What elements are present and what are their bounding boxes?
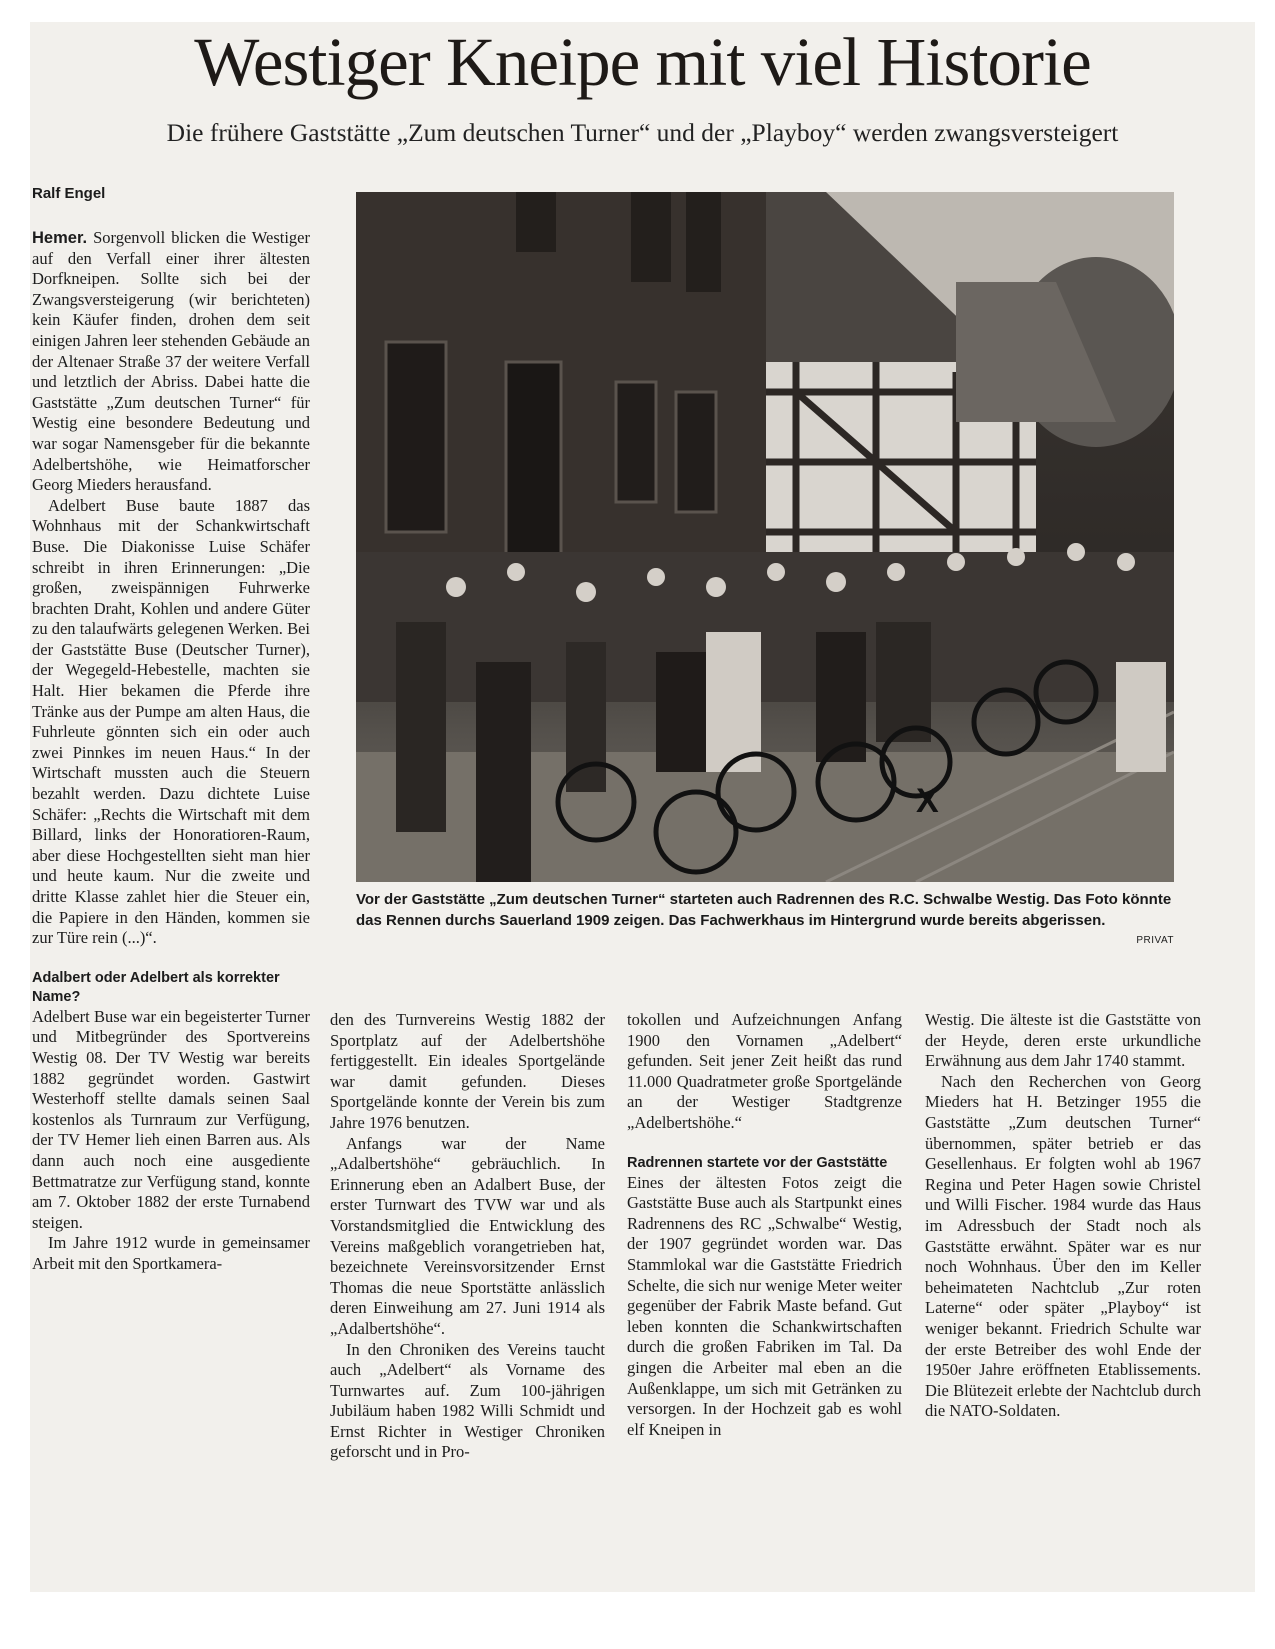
subtitle-race: Radrennen startete vor der Gaststätte bbox=[627, 1154, 888, 1171]
photo-mark-x: X bbox=[916, 782, 939, 820]
paragraph: Anfangs war der Name „Adalbertshöhe“ gebräuchlich. In Erinnerung eben an Adalbert Buse, der erster Turnwart des TVW war und als Vorstandsmitglied die Entwicklung des Vereins maßgeblich vorangetrieben hat, bezeichnete Vereinsvorsitzender Ernst Thomas die neue Sportstätte anlässlich deren Einweihung am 27. Juni 1914 als „Adalbertshöhe“. bbox=[330, 1133, 605, 1338]
dateline: Hemer. bbox=[32, 229, 88, 247]
subtitle-name: Adalbert oder Adelbert als korrekter Name? bbox=[32, 969, 280, 1005]
author: Ralf Engel bbox=[32, 185, 106, 202]
paragraph: Eines der ältesten Fotos zeigt die Gaststätte Buse auch als Startpunkt eines Radrennens des RC „Schwalbe“ Westig, der 1907 gegründet worden war. Das Stammlokal war die Gaststätte Friedrich Schelte, die sich nur wenige Meter weiter gegenüber der Fabrik Maste befand. Gut leben konnten die Schankwirtschaften durch die großen Fabriken im Tal. Da gingen die Arbeiter mal eben an die Außenklappe, um sich mit Getränken zu versorgen. In der Hochzeit gab es wohl elf Kneipen in bbox=[627, 1172, 902, 1439]
headline: Westiger Kneipe mit viel Historie bbox=[194, 24, 1091, 100]
paragraph: tokollen und Aufzeichnungen Anfang 1900 den Vornamen „Adelbert“ gefunden. Seit jener Zeit heißt das rund 11.000 Quadratmeter große Sportgelände an der Westiger Stadtgrenze „Adelbertshöhe.“ bbox=[627, 1010, 902, 1132]
photo-caption: Vor der Gaststätte „Zum deutschen Turner“ starteten auch Radrennen des R.C. Schwalbe Westig. Das Foto könnte das Rennen durchs Sauerland 1909 zeigen. Das Fachwerkhaus im Hintergrund wurde bereits abgerissen. bbox=[356, 891, 1172, 929]
column-1 bbox=[32, 185, 310, 1275]
paragraph: den des Turnvereins Westig 1882 der Sportplatz auf der Adelbertshöhe fertiggestellt. Ein ideales Sportgelände war damit gefunden. Dieses Sportgelände konnte der Verein bis zum Jahre 1976 benutzen. bbox=[330, 1010, 605, 1132]
paragraph: In den Chroniken des Vereins taucht auch „Adelbert“ als Vorname des Turnwartes auf. Zum 100-jährigen Jubiläum haben 1982 Willi Schmidt und Ernst Richter in Westiger Chroniken geforscht und in Pro- bbox=[330, 1339, 605, 1462]
paragraph: Im Jahre 1912 wurde in gemeinsamer Arbeit mit den Sportkamera- bbox=[32, 1233, 310, 1273]
paragraph: Adelbert Buse baute 1887 das Wohnhaus mit der Schankwirtschaft Buse. Die Diakonisse Luise Schäfer schreibt in ihren Erinnerungen: „Die großen, zweispännigen Fuhrwerke brachten Draht, Kohlen und andere Güter zu den talaufwärts gelegenen Werken. Bei der Gaststätte Buse (Deutscher Turner), der Wegegeld-Hebestelle, machten sie Halt. Hier bekamen die Pferde ihre Tränke aus der Pumpe am alten Haus, die Fuhrleute gönnten sich ein oder auch zwei Pinnkes im neuen Haus.“ In der Wirtschaft mussten auch die Steuern bezahlt werden. Dazu dichtete Luise Schäfer: „Rechts die Wirtschaft mit dem Billard, links der Honoratioren-Raum, aber diese Hochgestellten sieht man hier und heute kaum. Nur die zweite und dritte Klasse zahlet hier die Steuer ein, die Papiere in den Händen, kommen sie zur Türe rein (...)“. bbox=[32, 495, 310, 948]
subheadline: Die frühere Gaststätte „Zum deutschen Turner“ und der „Playboy“ werden zwangsversteigert bbox=[166, 118, 1119, 147]
column-3 bbox=[627, 1010, 902, 1440]
column-4 bbox=[925, 1010, 1201, 1422]
paragraph: Westig. Die älteste ist die Gaststätte von der Heyde, deren erste urkundliche Erwähnung aus dem Jahr 1740 stammt. bbox=[925, 1010, 1201, 1071]
photo-illustration bbox=[356, 192, 1174, 882]
newspaper-page bbox=[30, 22, 1255, 1592]
lead-text: Sorgenvoll blicken die Westiger auf den Verfall einer ihrer ältesten Dorfkneipen. Sollte sich bei der Zwangsversteigerung (wir berichteten) kein Käufer finden, drohen dem seit einigen Jahren leer stehenden Gebäude an der Altenaer Straße 37 der weitere Verfall und letztlich der Abriss. Dabei hatte die Gaststätte „Zum deutschen Turner“ für Westig eine besondere Bedeutung und war sogar Namensgeber für die bekannte Adelbertshöhe, wie Heimatforscher Georg Mieders herausfand. bbox=[32, 228, 310, 495]
paragraph: Adelbert Buse war ein begeisterter Turner und Mitbegründer des Sportvereins Westig 08. Der TV Westig war bereits 1882 gegründet worden. Gastwirt Westerhoff stellte damals seinen Saal kostenlos als Turnraum zur Verfügung, der TV Hemer lieh einen Barren aus. Als dann auch noch eine ausgediente Bettmatratze zur Verfügung stand, konnte am 7. Oktober 1882 der erste Turnabend steigen. bbox=[32, 1006, 310, 1232]
paragraph: Nach den Recherchen von Georg Mieders hat H. Betzinger 1955 die Gaststätte „Zum deutschen Turner“ übernommen, später betrieb er das Gesellenhaus. Er folgten wohl ab 1967 Regina und Peter Hagen sowie Christel und Willi Fischer. 1984 wurde das Haus im Adressbuch der Stadt noch als Gaststätte erwähnt. Später war es nur noch Wohnhaus. Über den im Keller beheimateten Nachtclub „Zur roten Laterne“ oder später „Playboy“ ist weniger bekannt. Friedrich Schulte war der erste Betreiber des wohl Ende der 1950er Jahre eröffneten Etablissements. Die Blütezeit erlebte der Nachtclub durch die NATO-Soldaten. bbox=[925, 1071, 1201, 1421]
column-2 bbox=[330, 1010, 605, 1463]
lead-paragraph bbox=[32, 228, 310, 496]
race-start-photo bbox=[356, 192, 1174, 882]
photo-credit: PRIVAT bbox=[1136, 935, 1174, 946]
